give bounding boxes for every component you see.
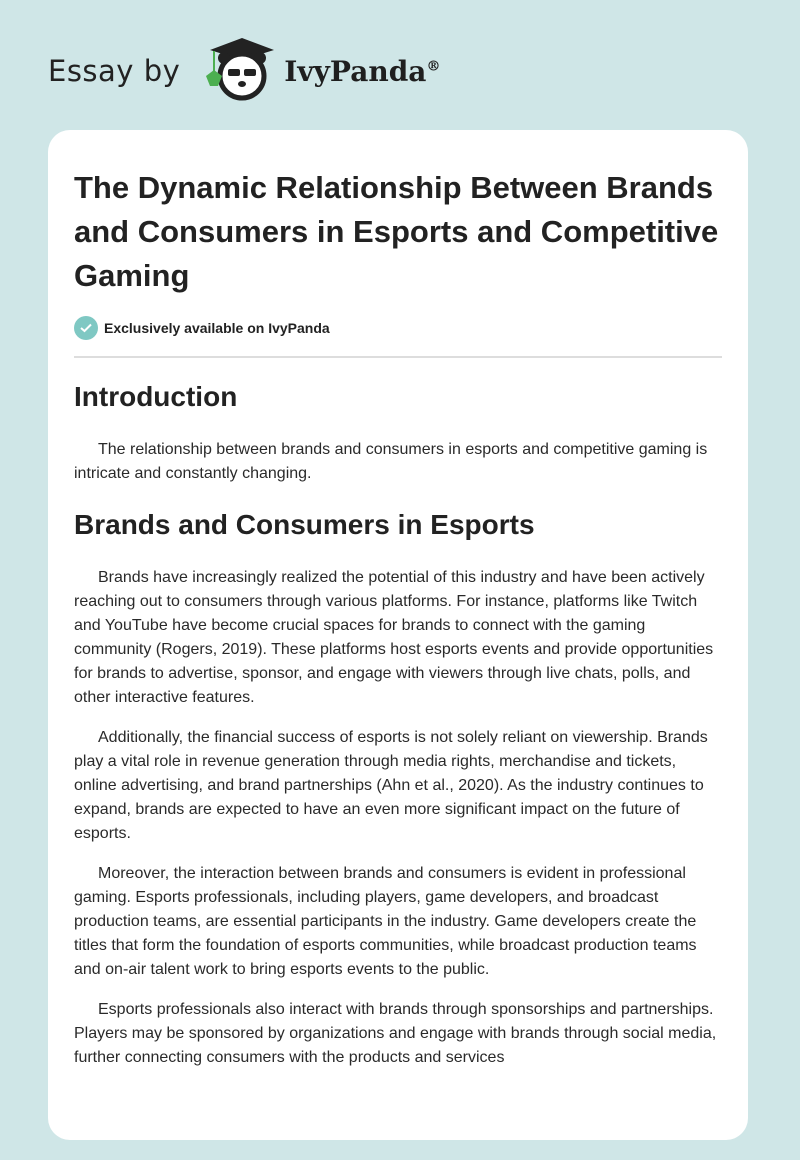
paragraph: The relationship between brands and consumers in esports and competitive gaming is intricate and constantly changing. xyxy=(74,441,708,482)
paragraph: Brands have increasingly realized the potential of this industry and have been actively reaching out to consumers through various platforms. For instance, platforms like Twitch and YouTube have become crucial spaces for brands to connect with the gaming community (Rogers, 2019). These platforms host esports events and provide opportunities for brands to advertise, sponsor, and engage with viewers through live chats, polls, and other interactive features. xyxy=(74,569,714,706)
paragraph: Moreover, the interaction between brands and consumers is evident in professional gaming. Esports professionals, including players, game developers, and broadcast production teams, are essential participants in the industry. Game developers create the titles that form the foundation of esports communities, while broadcast production teams and on-air talent work to bring esports events to the public. xyxy=(74,865,697,978)
essay-card xyxy=(48,130,748,1140)
registered-mark: ® xyxy=(426,58,441,75)
section-heading: Brands and Consumers in Esports xyxy=(74,509,535,540)
site-header xyxy=(48,36,440,106)
paragraph: Additionally, the financial success of esports is not solely reliant on viewership. Brands play a vital role in revenue generation through media rights, merchandise and tickets, online advertising, and brand partnerships (Ahn et al., 2020). As the industry continues to expand, brands are expected to have an even more significant impact on the future of esports. xyxy=(74,729,708,842)
page-title: The Dynamic Relationship Between Brands and Consumers in Esports and Competitive Gaming xyxy=(74,170,719,293)
ivypanda-brand[interactable] xyxy=(284,55,440,88)
section-heading: Introduction xyxy=(74,381,238,412)
panda-logo-icon[interactable] xyxy=(200,36,276,107)
check-icon xyxy=(74,316,98,340)
brand-name: IvyPanda xyxy=(284,54,427,88)
paragraph: Esports professionals also interact with brands through sponsorships and partnerships. Players may be sponsored by organizations and engage with brands through social media, further connecting consumers with the products and services xyxy=(74,1001,717,1066)
essay-by-label: Essay by xyxy=(48,54,181,88)
exclusive-badge xyxy=(74,316,722,358)
exclusive-label: Exclusively available on IvyPanda xyxy=(104,320,330,336)
